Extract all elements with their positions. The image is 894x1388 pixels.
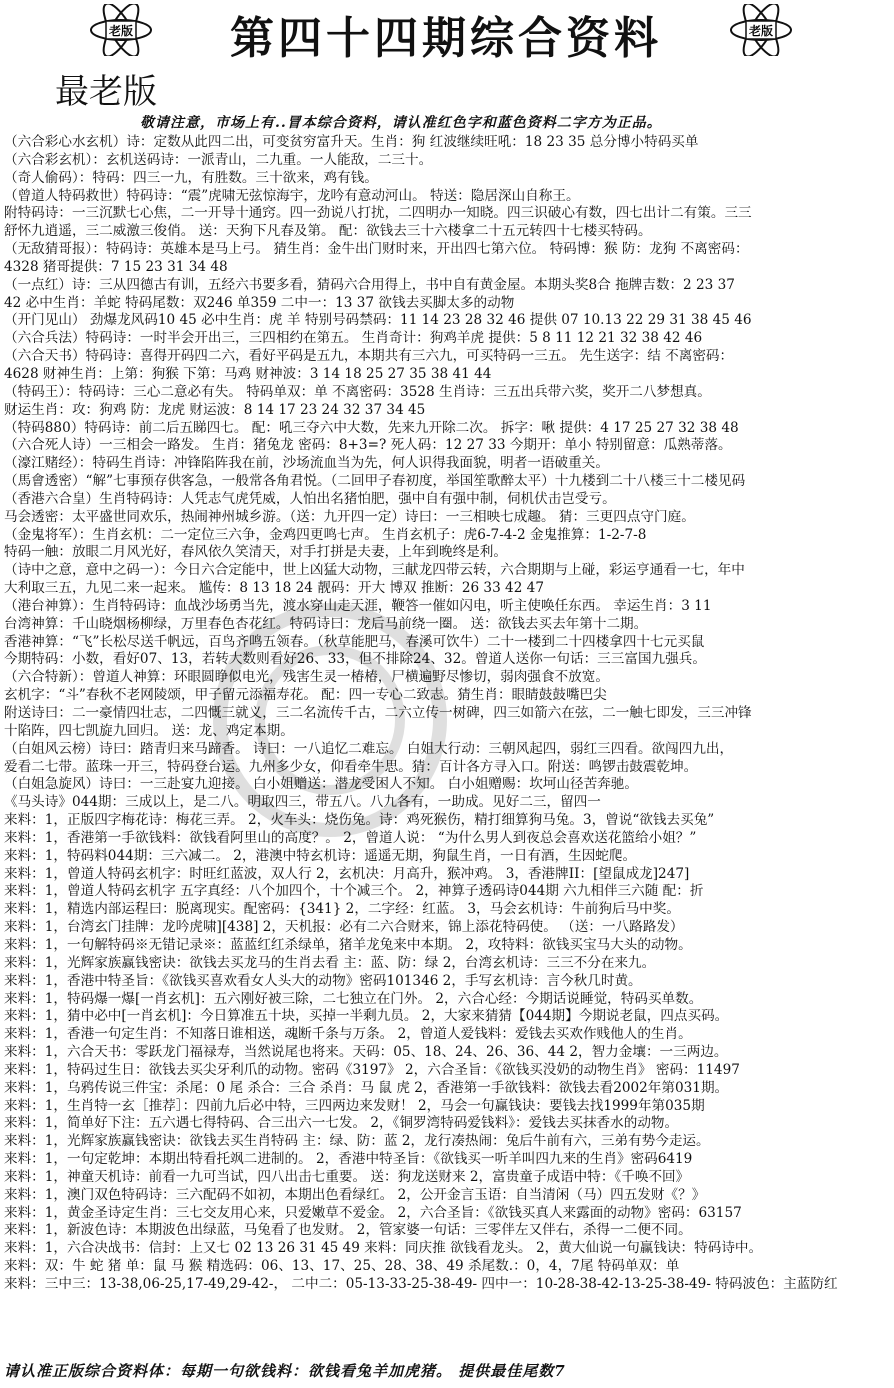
text-line: 舒怀九逍遥，三二威激三俊俏。 送：天狗下凡春及第。 配：欲钱去三十六楼拿二十五元转四十七楼买特码。: [4, 223, 652, 240]
text-line: 来料：1，正版四字梅花诗：梅花三弄。 2，火车头：烧伤兔。诗：鸡死猴伤，精打细算狗马兔。3，曾说“欲钱去买兔”: [4, 812, 715, 829]
text-line: （特码880）特码诗：前二后五睇四七。 配：吼三夺六中大数，先来九开除二次。 拆字：啾 提供：4 17 25 27 32 38 48: [4, 419, 739, 436]
logo-text: 老版: [108, 24, 134, 38]
text-line: 来料：1，一句解特码※无错记录※：蓝蓝红红杀绿单，猪羊龙兔来中本期。 2，攻特料：欲钱买宝马大头的动物。: [4, 936, 692, 953]
text-line: 特码一触：放眼二月风光好，春风依久笑清天，对手打拼是夫妻，上年到晚终是利。: [4, 544, 507, 561]
text-line: 财运生肖：攻：狗鸡 防：龙虎 财运波：8 14 17 23 24 32 37 34 45: [4, 401, 426, 418]
text-line: 附特码诗：一三沉默七心焦，二一开导十通窍。四一劲说八打扰，二四明办一知晓。四三识破心有数，四七出计二有策。三三: [4, 205, 752, 222]
text-line: 来料：三中三：13-38,06-25,17-49,29-42-， 二中二：05-13-33-25-38-49- 四中一：10-28-38-42-13-25-38-49- 特码波色：主蓝防红: [4, 1276, 838, 1292]
text-line: 来料：1，六合决战书：信封：上又七 02 13 26 31 45 49 来料：同庆推 欲钱看龙头。 2，黄大仙说一句赢钱诀：特码诗中。: [4, 1240, 763, 1257]
text-line: （馬會透密）“解”七事预存供客急，一般常各角君悦。（二回甲子春初度，举国笙歌醉太平）十九楼到二十八楼三十二楼见码: [4, 473, 746, 490]
text-line: 来料：1，猜中必中[一肖玄机]：今日算准五十块，买掉一半剩九员。 2，大家来猜猜【044期】今期说老鼠，四点买码。: [4, 1008, 729, 1025]
text-line: （开门见山） 劲爆龙风码10 45 必中生肖：虎 羊 特别号码禁码：11 14 23 28 32 46 提供 07 10.13 22 29 31 38 45 46: [4, 312, 752, 329]
text-line: （诗中之意，意中之码一）：今日六合定能中，世上凶猛大动物，三献龙四带云转，六合期期与上碰，彩运亨通看一七，年中: [4, 562, 745, 579]
text-line: 来料：1，新波色诗：本期波色出绿蓝，马兔看了也发财。 2，管家婆一句话：三零伴左又伴右，杀得一二便不同。: [4, 1222, 692, 1239]
text-line: 来料：1，特码爆一爆[一肖玄机]：五六刚好被三除，二七独立在门外。 2，六合心经：今期话说睡觉，特码买单数。: [4, 990, 703, 1007]
footer-text: 请认准正版综合资料体：每期一句欲钱料：欲钱看兔羊加虎猪。 提供最佳尾数7: [4, 1362, 566, 1380]
text-line: 玄机字：“斗”春秋不老网陵颂，甲子留元添福寿花。 配：四一专心二致志。猜生肖：眼睛鼓鼓嘴巴尖: [4, 687, 607, 704]
text-line: 马会透密：太平盛世同欢乐，热闹神州城乡游。（送：九开四一定）诗曰：一三相映七成趣。 猜：三更四点守门庭。: [4, 508, 695, 525]
text-line: （白姐风云榜）诗曰：踏青归来马蹄香。 诗曰：一八追忆二难忘。 白姐大行动：三朝风起四，弱红三四看。欲闯四九出，: [4, 740, 734, 757]
text-line: 来料：1，一句定乾坤：本期出特看托飒二进制的。 2，香港中特圣旨：《欲钱买一听羊叫四九来的生肖》密码6419: [4, 1151, 693, 1168]
text-line: 4628 财神生肖：上第：狗猴 下第：马鸡 财神波：3 14 18 25 27 35 38 41 44: [4, 365, 492, 382]
text-line: （奇人偷码）：特码：四三一九，有胜数。三十欲来，鸡有钱。: [4, 169, 378, 186]
notice-text: 敬请注意，市场上有..冒本综合资料，请认准红色字和蓝色资料二字方为正品。: [140, 115, 662, 131]
text-line: （濠江赌经）：特码生肖诗：冲锋陷阵我在前，沙场流血当为先，何人识得我面貌，明者一语破重关。: [4, 455, 609, 472]
text-line: 来料：1，精选内部运程曰：脱离现实。配密码：{341} 2，二字经：红蓝。 3，马会玄机诗：牛前狗后马中奖。: [4, 901, 680, 918]
text-line: 来料：双：牛 蛇 猪 单：鼠 马 猴 精选码：06、13、17、25、28、38、49 杀尾数.：0，4，7尾 特码单双：单: [4, 1258, 680, 1275]
text-line: 来料：1，特码料044期：三六减二。 2，港澳中特玄机诗：遥遥无期，狗鼠生肖，一日有酒，生因蛇爬。: [4, 847, 637, 864]
text-line: （六合彩心水玄机）诗：定数从此四二出，可变贫穷富升天。生肖：狗 红波继续旺吼：18 23 35 总分博小特码买单: [4, 134, 699, 150]
text-line: 爱看二七带。蓝珠一开三，特码登台运。九州多少女，仰看牵牛思。猜：百计各方寻入口。附送：鸣锣击鼓震乾坤。: [4, 758, 698, 775]
text-line: 来料：1，黄金圣诗定生肖：三七交友用心来，只爱嫩草不爱金。 2，六合圣旨：《欲钱买真人来露面的动物》密码：63157: [4, 1204, 742, 1221]
text-line: 附送诗曰：二一豪情四壮志，二四慨三就义，三二名流传千古，二六立传一树碑，四三如箭六在弦，二一触七即发，三三冲锋: [4, 705, 752, 721]
text-line: 来料：1，简单好下注：五六遇七得特码、合三出六一七发。 2，《铜罗湾特码爱钱料》：爱钱去买抹香水的动物。: [4, 1115, 679, 1132]
text-line: 来料：1，曾道人特码玄机字 五字真经：八个加四个，十个减三个。 2，神算子透码诗044期 六九相伴三六随 配：折: [4, 883, 704, 900]
document-body: [4, 134, 890, 1354]
text-line: （曾道人特码救世）特码诗：“震”虎啸无弦惊海宇，龙吟有意动河山。 特送：隐居深山自称王。: [4, 187, 580, 204]
text-line: 来料：1，神童天机诗：前看一九可当试，四八出击七重要。 送：狗龙送财来 2，富贵童子成语中特：《千唤不回》: [4, 1168, 690, 1185]
text-line: （六合天书）特码诗：喜得开码四二六，看好平码是五九，本期共有三六九，可买特码一三五。 先生送字：结 不离密码：: [4, 348, 734, 365]
text-line: 来料：1，澳门双色特码诗：三六配码不如初，本期出色看绿红。 2，公开金言玉语：自当清闲（马）四五发财《？》: [4, 1186, 706, 1203]
page-title: 第四十四期综合资料: [230, 13, 662, 64]
text-line: 来料：1，乌鸦传说三件宝：杀尾：0 尾 杀合：三合 杀肖：马 鼠 虎 2，香港第一手欲钱料：欲钱去看2002年第031期。: [4, 1079, 729, 1096]
text-line: （白姐急旋风）诗曰：一三赴宴九迎接。 白小姐赠送：潜龙受困人不知。 白小姐赠赐：坎坷山径苦奔驰。: [4, 776, 638, 793]
logo-text: 老版: [748, 24, 774, 38]
text-line: 来料：1，香港中特圣旨：《欲钱买喜欢看女人头大的动物》密码101346 2，手写玄机诗：言今秋几时黄。: [4, 972, 642, 989]
text-line: （一点红）诗：三从四德古有训，五经六书要多看，猜码六合用得上，书中自有黄金屋。本期头奖8合 拖牌吉数：2 23 37: [4, 276, 735, 293]
text-line: 42 必中生肖：羊蛇 特码尾数：双246 单359 二中一：13 37 欲钱去买脚太多的动物: [4, 294, 515, 311]
text-line: （六合死人诗）一三相会一路发。 生肖：猪兔龙 密码：8+3=? 死人码：12 27 33 今期开：单小 特别留意：瓜熟蒂落。: [4, 437, 732, 454]
text-line: 来料：1，光辉家族赢钱密诀：欲钱去买生肖特码 主：绿、防：蓝 2，龙行凑热闹：兔后牛前有六，三弟有势今走运。: [4, 1133, 710, 1150]
text-line: 大利取三五，九见二来一起来。 尴传：8 13 18 24 靓码：开大 博双 推断：26 33 42 47: [4, 580, 544, 597]
text-line: 来料：1，香港一句定生肖：不知落日谁相送，魂断千条与万条。 2，曾道人爱钱料：爱钱去买欢作贱他人的生肖。: [4, 1026, 692, 1043]
text-line: 来料：1，生肖特一玄［推荐］：四前九后必中特，三四两边来发财！ 2，马会一句赢钱诀：要钱去找1999年第035期: [4, 1097, 705, 1114]
text-line: 来料：1，台湾玄门挂牌：龙吟虎啸][438] 2，天机报：必有二六合财来，锦上添花特码使。 （送：一八路路发）: [4, 919, 684, 936]
atom-logo-icon: [728, 4, 794, 56]
text-line: 来料：1，特码过生日：欲钱去买尖牙利爪的动物。密码《3197》 2，六合圣旨：《欲钱买没奶的动物生肖》 密码：11497: [4, 1061, 740, 1078]
text-line: 来料：1，香港第一手欲钱料：欲钱看阿里山的高度？。 2，曾道人说： “为什么男人到夜总会喜欢送花篮给小姐？”: [4, 829, 697, 846]
text-line: 十陷阵，四七凯旋九回归。 送：龙、鸡定本期。: [4, 722, 294, 739]
text-line: 来料：1，光辉家族赢钱密诀：欲钱去买龙马的生肖去看 主：蓝、防：绿 2，台湾玄机诗：三三不分在来九。: [4, 954, 656, 971]
text-line: （无敌猜哥报）：特码诗：英雄本是马上弓。 猜生肖：金牛出门财时来，开出四七第六位。 特码博：猴 防：龙狗 不离密码：: [4, 241, 749, 258]
subtitle: 最老版: [55, 72, 157, 112]
text-line: 香港神算：“飞”长松尽送千帆远，百鸟齐鸣五领春。（秋草能肥马，春溪可饮牛）二十一楼到二十四楼拿四十七元买鼠: [4, 633, 705, 650]
text-line: 台湾神算：千山晓烟杨柳绿，万里春色杏花红。特码诗曰：龙后马前绕一圈。 送：欲钱去买去年第十二期。: [4, 615, 648, 632]
atom-logo-icon: [88, 4, 154, 56]
text-line: （金鬼将军）：生肖玄机：二一定位三六争，金鸡四更鸣七声。 生肖玄机子：虎6-7-4-2 金鬼推算：1-2-7-8: [4, 526, 647, 543]
text-line: （港台神算）：生肖特码诗：血战沙场勇当先，渡水穿山走天涯，鞭答一催如闪电，听主使唤任东西。 幸运生肖：3 11: [4, 597, 712, 614]
text-line: 今期特码：小数，看好07、13，若转大数则看好26、33，但不排除24、32。曾道人送你一句话：三三富国九强兵。: [4, 651, 706, 668]
text-line: （香港六合皇）生肖特码诗：人凭志气虎凭威，人怕出名猪怕肥，强中自有强中制，伺机伏击岂受亏。: [4, 490, 616, 507]
text-line: （六合兵法）特码诗：一时半会开出三，三四相约在第五。 生肖奇计：狗鸡羊虎 提供：5 8 11 12 21 32 38 42 46: [4, 330, 703, 347]
page-header: [0, 0, 894, 62]
text-line: （六合特新）：曾道人神算：环眼圆睁似电光，残害生灵一椿椿，尸横遍野尽惨切，弱肉强食不放宽。: [4, 669, 609, 686]
text-line: 4328 猪哥提供：7 15 23 31 34 48: [4, 258, 228, 275]
text-line: 《马头诗》044期：三成以上，是二八。明取四三，带五八。八九各有，一助成。见好二三，留四一: [4, 794, 601, 811]
text-line: （六合彩玄机）：玄机送码诗：一派青山，二九重。一人能敌，二三十。: [4, 151, 433, 168]
text-line: 来料：1，六合天书：零跃龙门福禄寿，当然说尾也将来。天码：05、18、24、26、36、44 2，智力金壤：一三两边。: [4, 1044, 728, 1061]
text-line: （特码王）：特码诗：三心二意必有失。 特码单双：单 不离密码：3528 生肖诗：三五出兵带六奖，奖开二八梦想真。: [4, 383, 711, 400]
text-line: 来料：1，曾道人特码玄机字：时旺红蓝波，双人行 2，玄机决：月高升，猴冲鸡。 3，香港牌II：[望鼠成龙]247]: [4, 865, 690, 882]
